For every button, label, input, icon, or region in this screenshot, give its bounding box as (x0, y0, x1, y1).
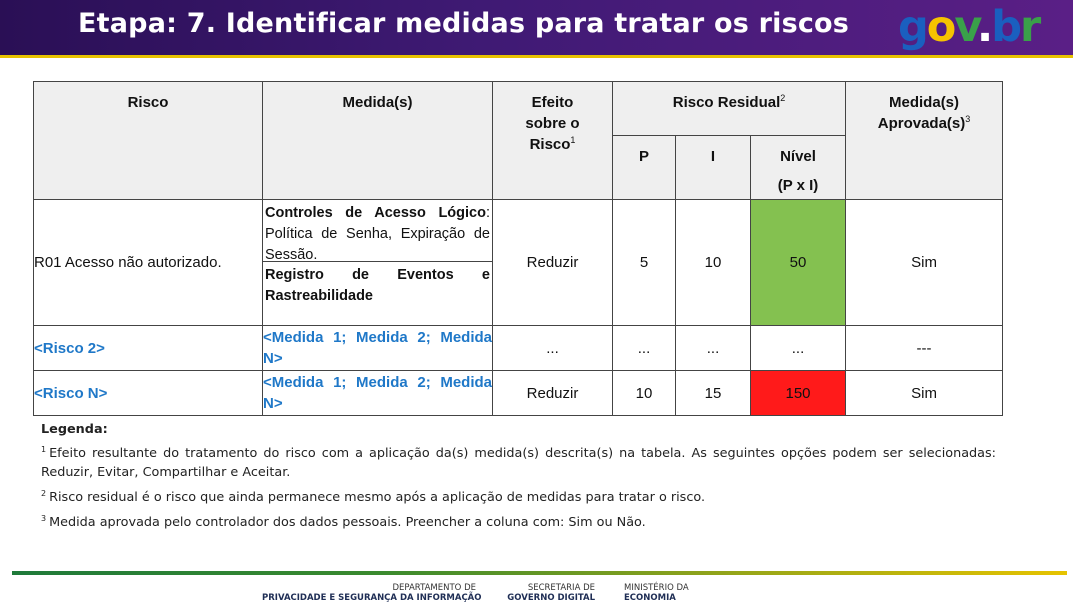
measure-cell: <Medida 1; Medida 2; Medida N> (263, 371, 493, 416)
effect-cell: Reduzir (493, 371, 613, 416)
footer-department: DEPARTAMENTO DE PRIVACIDADE E SEGURANÇA DA INFORMAÇÃO (262, 583, 482, 603)
level-cell: 150 (751, 371, 846, 416)
footer-secretariat: SECRETARIA DE GOVERNO DIGITAL (507, 583, 595, 603)
risk-cell: <Risco N> (34, 371, 263, 416)
i-cell: 10 (676, 200, 751, 326)
footer-ministry: MINISTÉRIO DA ECONOMIA (624, 583, 689, 603)
table-row (34, 326, 1003, 371)
header-efeito: Efeito sobre o Risco$^1$ (493, 82, 613, 200)
measure-cell: <Medida 1; Medida 2; Medida N> (263, 326, 493, 371)
effect-cell: ... (493, 326, 613, 371)
approved-cell: Sim (846, 371, 1003, 416)
approved-cell: Sim (846, 200, 1003, 326)
header-medidas: Medida(s) (263, 82, 493, 200)
header-risco: Risco (34, 82, 263, 200)
header-risco-residual: Risco Residual$^2$ (613, 82, 846, 136)
legend-title: Legenda: (41, 422, 108, 437)
risk-table (33, 81, 1003, 416)
p-cell: 10 (613, 371, 676, 416)
level-cell: ... (751, 326, 846, 371)
risk-cell: <Risco 2> (34, 326, 263, 371)
approved-cell: --- (846, 326, 1003, 371)
footer-stripe (12, 571, 1067, 575)
header-i: I (676, 136, 751, 200)
legend-note: $^2$ Risco residual é o risco que ainda permanece mesmo após a aplicação de medidas para tratar o risco. (41, 488, 706, 505)
i-cell: ... (676, 326, 751, 371)
measure-cell: Controles de Acesso Lógico: Política de Senha, Expiração de Sessão. Registro de Eventos e Rastreabilidade (263, 200, 493, 326)
header-aprovada: Medida(s) $Aprovada(s)^3$ (846, 82, 1003, 200)
level-cell: 50 (751, 200, 846, 326)
p-cell: ... (613, 326, 676, 371)
header-p: P (613, 136, 676, 200)
effect-cell: Reduzir (493, 200, 613, 326)
i-cell: 15 (676, 371, 751, 416)
table-row (34, 371, 1003, 416)
slide-title: Etapa: 7. Identificar medidas para tratar os riscos (78, 8, 850, 39)
slide-header (0, 0, 1073, 58)
p-cell: 5 (613, 200, 676, 326)
legend (41, 420, 996, 538)
table-row (34, 200, 1003, 326)
risk-cell: R01 Acesso não autorizado. (34, 200, 263, 326)
govbr-logo: gov.br (898, 2, 1040, 52)
legend-note: $^1$ Efeito resultante do tratamento do risco com a aplicação da(s) medida(s) descrita(s) na tabela. As seguintes opções podem ser selecionadas: Reduzir, Evitar, Compartilhar e Aceitar. (41, 444, 996, 480)
header-nivel: Nível (P x I) (751, 136, 846, 200)
legend-note: $^3$ Medida aprovada pelo controlador dos dados pessoais. Preencher a coluna com: Sim ou Não. (41, 513, 646, 530)
